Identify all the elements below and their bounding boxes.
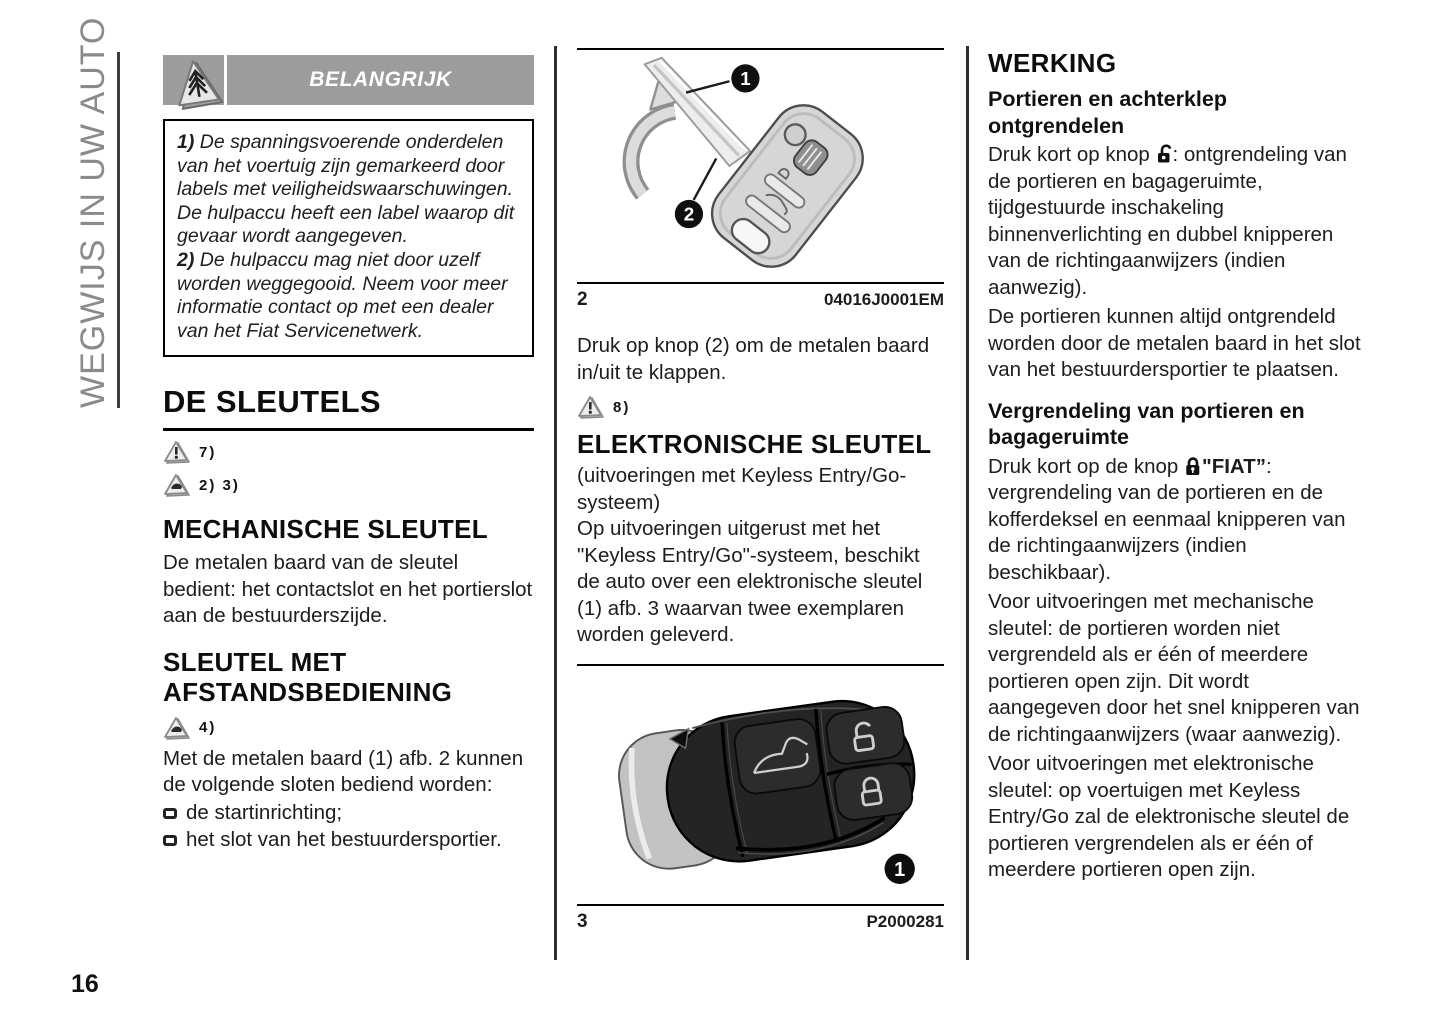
- section-title-werking: WERKING: [988, 48, 1117, 78]
- warning-box: [163, 119, 534, 357]
- paragraph: Met de metalen baard (1) afb. 2 kunnen de volgende sloten bediend worden:: [163, 746, 524, 797]
- warning-ref-row: [163, 716, 534, 740]
- fiat-button-label: "FIAT”: [1202, 454, 1266, 478]
- padlock-open-icon: [1156, 144, 1173, 164]
- square-bullet-icon: [163, 808, 177, 819]
- column-divider: [966, 46, 969, 960]
- environment-warning-triangle-icon: [168, 57, 226, 113]
- heading-sleutel-met-afstandsbediening: SLEUTEL MET AFSTANDSBEDIENING: [163, 646, 453, 707]
- warning-item-1: [177, 131, 520, 249]
- figure-number: 3: [577, 910, 588, 932]
- paragraph-text: : ontgrendeling van de portieren en bagageruimte, tijdgestuurde inschakeling binnenverlichting en dubbel knipperen van de richtingaanwijzers (indien aanwezig).: [988, 143, 1347, 299]
- warning-ref: 8): [613, 398, 631, 416]
- heading-elektronische-sleutel: ELEKTRONISCHE SLEUTEL: [577, 429, 932, 459]
- warning-ref: 2) 3): [199, 476, 240, 494]
- warning-triangle-icon: [163, 440, 190, 464]
- list-item: [163, 827, 534, 854]
- warning-ref: 7): [199, 443, 217, 461]
- list-item: [163, 800, 534, 827]
- figure-number: 2: [577, 289, 588, 310]
- page-number: 16: [71, 970, 99, 998]
- vehicle-damage-triangle-icon: [163, 716, 190, 740]
- subheading-vergrendeling: Vergrendeling van portieren en bagageruimte: [988, 398, 1305, 449]
- column-right: [988, 48, 1361, 884]
- column-middle: [577, 48, 944, 933]
- paragraph-text: Druk kort op knop: [988, 143, 1156, 166]
- sidebar-divider: [117, 52, 120, 408]
- paragraph: De metalen baard van de sleutel bedient: het contactslot en het portierslot aan de bestuurderszijde.: [163, 551, 533, 628]
- paragraph: Druk op knop (2) om de metalen baard in/uit te klappen.: [577, 334, 930, 384]
- figure2-callout-1: 1: [740, 68, 751, 90]
- warning-ref-row: [163, 473, 534, 497]
- figure-code: P2000281: [866, 911, 944, 931]
- paragraph: [988, 454, 1361, 587]
- section-title-de-sleutels: DE SLEUTELS: [163, 384, 534, 431]
- warning-item-1-label: 1): [177, 131, 195, 153]
- figure2-callout-2: 2: [683, 203, 695, 225]
- subheading-ontgrendelen: Portieren en achterklep ontgrendelen: [988, 87, 1227, 138]
- subnote: (uitvoeringen met Keyless Entry/Go-systeem): [577, 464, 907, 514]
- banner-icon-box: [163, 55, 227, 105]
- paragraph: Voor uitvoeringen met mechanische sleutel: de portieren worden niet vergrendeld als er één of meerdere portieren open zijn. Dit wordt aangegeven door het snel knipperen van de richtingaanwijzers (waar aanwezig).: [988, 590, 1360, 746]
- warning-triangle-icon: [577, 395, 604, 419]
- figure3-callout-1: 1: [894, 858, 906, 881]
- paragraph: Op uitvoeringen uitgerust met het "Keyless Entry/Go"-systeem, beschikt de auto over een elektronische sleutel (1) afb. 3 waarvan twee exemplaren worden geleverd.: [577, 517, 923, 646]
- square-bullet-icon: [163, 835, 177, 846]
- warning-item-2-label: 2): [177, 248, 195, 271]
- figure-3-electronic-key: [577, 664, 944, 906]
- paragraph-text: Druk kort op de knop: [988, 454, 1184, 478]
- warning-ref-row: [163, 440, 534, 464]
- flip-key-illustration: [577, 53, 944, 279]
- column-divider: [554, 46, 557, 960]
- banner-title: BELANGRIJK: [309, 68, 452, 91]
- warning-ref-row: [577, 395, 944, 419]
- sidebar-section-label: WEGWIJS IN UW AUTO: [74, 16, 112, 408]
- heading-mechanische-sleutel: MECHANISCHE SLEUTEL: [163, 514, 488, 545]
- figure-3-caption: [577, 911, 944, 933]
- paragraph: [988, 142, 1361, 301]
- warning-item-2-text: De hulpaccu mag niet door uzelf worden weggegooid. Neem voor meer informatie contact op met een dealer van het Fiat Servicenetwerk.: [177, 248, 508, 342]
- warning-ref: 4): [199, 719, 217, 737]
- column-left: [163, 48, 534, 854]
- paragraph-text: : vergrendeling van de portieren en de kofferdeksel en eenmaal knipperen van de richtingaanwijzers (indien beschikbaar).: [988, 454, 1346, 584]
- warning-item-1-text: De spanningsvoerende onderdelen van het voertuig zijn gemarkeerd door labels met veiligheidswaarschuwingen. De hulpaccu heeft een label waarop dit gevaar wordt aangegeven.: [177, 131, 515, 248]
- paragraph: Voor uitvoeringen met elektronische sleutel: op voertuigen met Keyless Entry/Go zal de elektronische sleutel de portieren vergrendelen als er één of meerdere portieren open zijn.: [988, 752, 1350, 881]
- vehicle-damage-triangle-icon: [163, 473, 190, 497]
- important-banner: [163, 55, 534, 105]
- figure-2-caption: [577, 289, 944, 311]
- warning-item-2: [177, 249, 520, 343]
- list-item-text: het slot van het bestuurdersportier.: [186, 828, 502, 852]
- figure-2-flip-key: [577, 48, 944, 284]
- figure-code: 04016J0001EM: [823, 290, 944, 309]
- electronic-key-illustration: [577, 669, 944, 901]
- padlock-closed-icon: [1184, 456, 1202, 476]
- list-item-text: de startinrichting;: [186, 800, 343, 824]
- paragraph: De portieren kunnen altijd ontgrendeld worden door de metalen baard in het slot van het bestuurdersportier te plaatsen.: [988, 305, 1361, 381]
